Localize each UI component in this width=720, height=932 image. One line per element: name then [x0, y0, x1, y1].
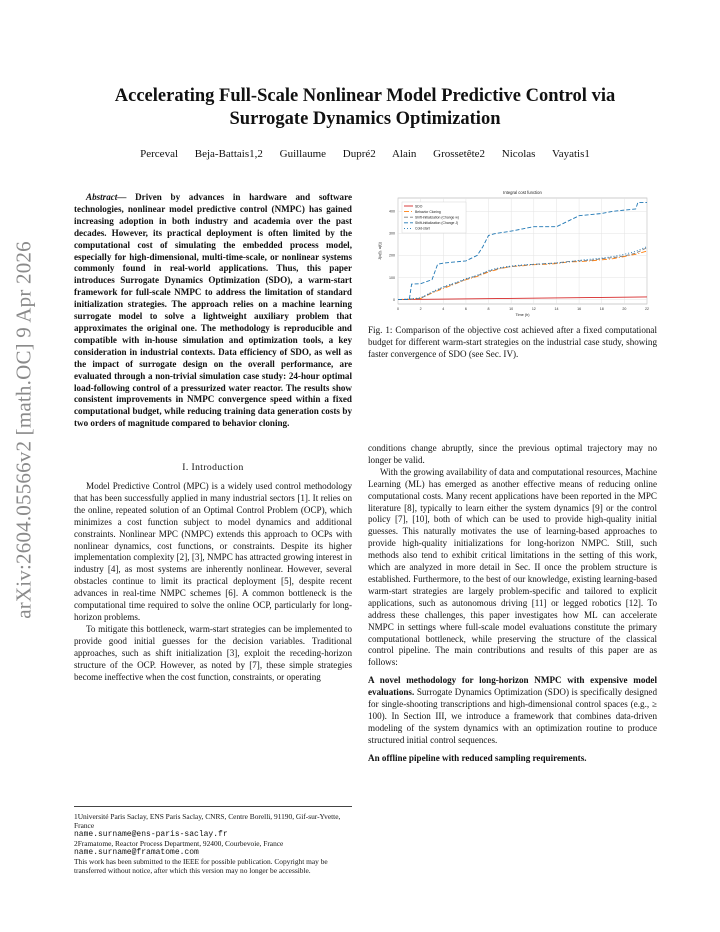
y-tick-label: 0	[393, 297, 395, 302]
right-paragraph-0: conditions change abruptly, since the previous optimal trajectory may no longer be valid.	[368, 443, 657, 465]
x-tick-label: 4	[442, 307, 445, 311]
paper-title: Accelerating Full-Scale Nonlinear Model Predictive Control via Surrogate Dynamics Optimization	[114, 86, 616, 129]
legend-label: Behavior Cloning	[415, 209, 441, 214]
x-tick-label: 16	[577, 307, 582, 311]
x-tick-label: 14	[554, 307, 559, 311]
right-paragraph-1: With the growing availability of data and computational resources, Machine Learning (ML) has emerged as another effective means of reducing online computational costs. Many recent applications have been reported in the MPC literature [8], typically to learn either the system dynamics [9] or the control policy [7], [10], both of which can be used to provide high-quality initial guesses. This naturally motivates the use of learning-based approaches to provide high-quality initializations for long-horizon NMPC. Still, such methods also tend to exhibit critical limitations in the setting of this work, which are analyzed in more detail in Sec. II once the problem structure is established. Furthermore, to the best of our knowledge, existing learning-based warm-start strategies are largely problem-specific and tailored to explicit applications, such as autonomous driving [11] or legged robotics [12]. To address these challenges, this paper investigates how ML can accelerate NMPC in settings where full-scale model evaluations constitute the primary computational bottleneck, while preserving the structure of the classical control pipeline. The main contributions and results of this paper are as follows:	[368, 466, 657, 668]
legend-label: Shift-initialization (Change w)	[415, 215, 459, 220]
figure-caption: Fig. 1: Comparison of the objective cost achieved after a fixed computational budget for different warm-start strategies on the industrial case study, showing faster convergence of SDO (see Sec. IV).	[368, 325, 657, 359]
contribution-1-text: Surrogate Dynamics Optimization (SDO) is specifically designed for single-shooting transcriptions and high-dimensional control spaces (e.g., ≥ 100). In Section III, we introduce a framework that combines data-driven modeling of the system dynamics with an optimization routine to produce structured initial control sequences.	[368, 687, 657, 745]
y-tick-label: 300	[389, 231, 395, 236]
cost-chart	[372, 186, 657, 320]
contribution-2	[368, 753, 657, 765]
legend-label: SDO	[415, 204, 423, 209]
y-tick-label: 200	[389, 253, 395, 258]
x-tick-label: 0	[397, 307, 399, 311]
x-tick-label: 18	[599, 307, 604, 311]
y-tick-label: 100	[389, 275, 395, 280]
y-axis-label: J(x(t), u(t))	[378, 242, 382, 260]
x-tick-label: 10	[509, 307, 514, 311]
intro-paragraph-1: Model Predictive Control (MPC) is a widely used control methodology that has been successfully applied in many industrial sectors [1]. It relies on the online, repeated solution of an Optimal Control Problem (OCP), which minimizes a cost function subject to model dynamics and additional constraints. Nonlinear MPC (NMPC) extends this approach to OCPs with nonlinear dynamics, cost functions, or constraints. Despite its higher implementation complexity [2], [3], NMPC has attracted growing interest in industry [4], as most systems are inherently nonlinear. However, several obstacles continue to limit its practical deployment [5], despite recent advances in real-time NMPC schemes [6]. A common bottleneck is the computational time required to solve the online OCP, particularly for long-horizon problems.	[74, 481, 352, 622]
x-tick-label: 22	[645, 307, 649, 311]
contribution-2-heading: An offline pipeline with reduced sampling requirements.	[368, 752, 587, 763]
paper-authors: Perceval Beja-Battais1,2 Guillaume Dupré2 Alain Grossetête2 Nicolas Vayatis1	[140, 148, 590, 160]
footnote-affiliation-2: 2Framatome, Reactor Process Department, 92400, Courbevoie, France	[74, 839, 284, 848]
right-body	[368, 443, 657, 765]
intro-body	[74, 481, 352, 683]
contribution-1	[368, 675, 657, 746]
intro-paragraph-2: To mitigate this bottleneck, warm-start strategies can be implemented to provide good initial guesses for the decision variables. Traditional approaches, such as shift initialization [3], exploit the receding-horizon structure of the OCP. However, as noted by [7], these simple strategies become ineffective when the cost function, constraints, or operating	[74, 623, 352, 682]
contribution-1-heading: A novel methodology for long-horizon NMPC with expensive model evaluations.	[368, 675, 657, 698]
x-tick-label: 12	[531, 307, 536, 311]
footnote-email-1: name.surname@ens-paris-saclay.fr	[74, 830, 228, 839]
y-tick-label: 400	[389, 209, 395, 214]
figure-1	[372, 186, 657, 320]
footnote-affiliation-1: 1Université Paris Saclay, ENS Paris Saclay, CNRS, Centre Borelli, 91190, Gif-sur-Yvette, France	[74, 812, 341, 830]
legend-label: Cold-start	[415, 226, 430, 231]
abstract-label: Abstract—	[86, 192, 127, 202]
x-tick-label: 2	[419, 307, 422, 311]
x-axis-label: Time (h)	[515, 313, 530, 317]
footnotes	[74, 806, 352, 875]
abstract-text: Driven by advances in hardware and software technologies, nonlinear model predictive control (NMPC) has gained increasing adoption in both industry and academia over the past decades. However, its practical deployment is often limited by the computational cost of simulating the embedded process model, especially for high-dimensional, multi-time-scale, or nonlinear systems commonly found in real-world applications. Thus, this paper introduces Surrogate Dynamics Optimization (SDO), a warm-start framework for full-scale NMPC to address the limitation of standard initialization strategies. The approach relies on a machine learning surrogate model to solve a lightweight auxiliary problem that approximates the original one. The methodology is reproducible and compatible with in-house simulation and optimization tools, a key consideration in industrial contexts. Data efficiency of SDO, as well as the impact of surrogate design on the overall performance, are evaluated through a non-trivial simulation case study: 24-hour optimal load-following control of a pressurized water reactor. The results show consistent improvements in NMPC convergence speed within a fixed computational budget, while reducing training data generation costs by two orders of magnitude compared to behavior cloning.	[74, 192, 352, 429]
abstract	[74, 192, 352, 430]
x-tick-label: 20	[622, 307, 627, 311]
x-tick-label: 6	[464, 307, 467, 311]
legend-label: Shift-initialization (Change J)	[415, 221, 459, 226]
x-tick-label: 8	[487, 307, 490, 311]
arxiv-identifier: arXiv:2604.05566v2 [math.OC] 9 Apr 2026	[11, 241, 36, 619]
footnote-email-2: name.surname@framatome.com	[74, 848, 199, 857]
footnote-copyright: This work has been submitted to the IEEE for possible publication. Copyright may be transferred without notice, after which this version may no longer be accessible.	[74, 857, 328, 875]
arxiv-sidebar	[4, 150, 44, 710]
section-heading-introduction: I. Introduction	[182, 462, 244, 473]
chart-title: Integral cost function	[503, 190, 542, 195]
